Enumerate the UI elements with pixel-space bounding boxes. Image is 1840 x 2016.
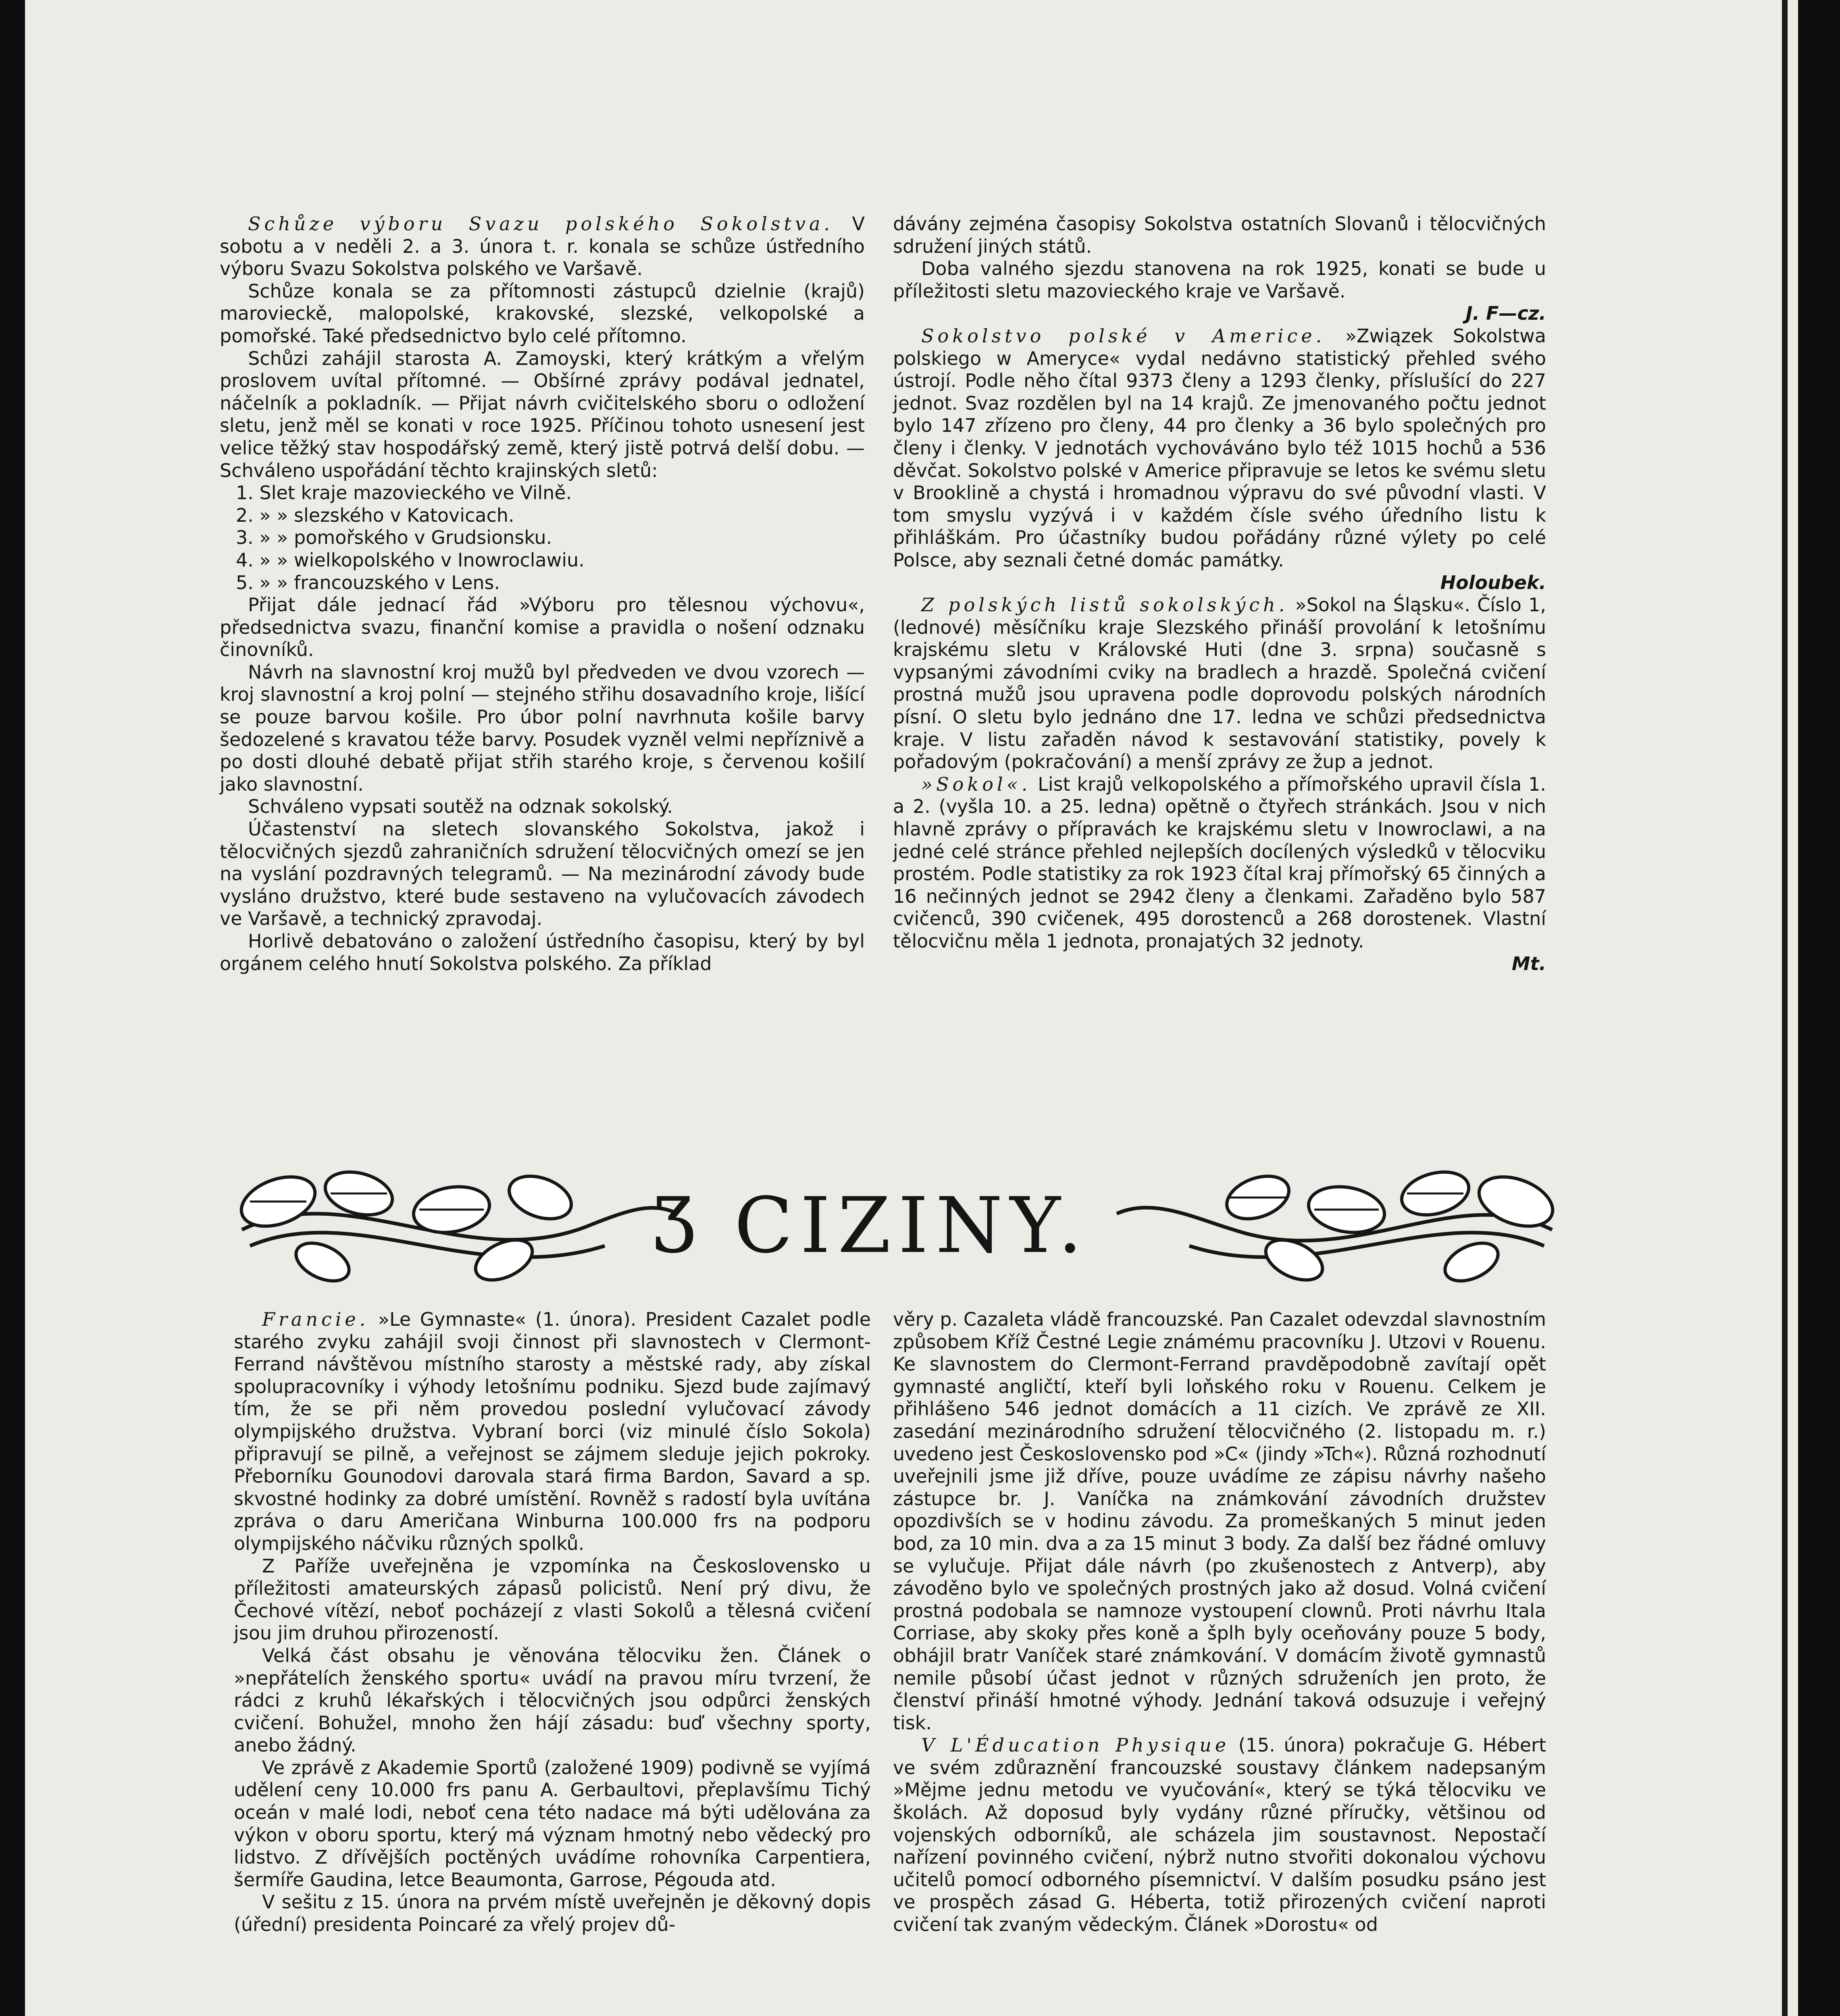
paragraph <box>220 348 865 482</box>
list-item: 4. » » wielkopolského v Inowroclawiu. <box>236 549 585 571</box>
paragraph-text: Schůze konala se za přítomnosti zástupců dzielnie (krajů) marovieckě, malopolské, krakovské, slezské, velkopolské a pomořské. Také předsednictvo bylo celé přítomno. <box>220 280 865 347</box>
paragraph <box>220 594 865 661</box>
paragraph-text: Velká část obsahu je věnována tělocviku žen. Článek o »nepřátelích ženského sportu« uvádí na pravou míru tvrzení, že rádci z kruhů lékařských i tělocvičných jsou odpůrci ženských cvičení. Bohužel, mnoho žen hájí zásadu: buď všechny sporty, anebo žádný. <box>234 1644 871 1756</box>
paragraph-heading: V L'Éducation Physique <box>921 1734 1230 1756</box>
paragraph <box>893 258 1546 302</box>
paragraph <box>220 280 865 348</box>
paragraph <box>893 773 1546 953</box>
paragraph <box>893 1734 1546 1936</box>
column-1 <box>220 213 865 975</box>
paragraph-text: Schůzi zahájil starosta A. Zamoyski, který krátkým a vřelým proslovem uvítal přítomné. — Obšírné zprávy podával jednatel, náčelník a pokladník. — Přijat návrh cvičitelského sboru o odložení sletu, jenž měl se konati v roce 1925. Příčinou tohoto usnesení jest velice těžký stav hospodářský země, který jistě potrvá delší dobu. — Schváleno uspořádání těchto krajinských sletů: <box>220 347 865 481</box>
signature: Holoubek. <box>1440 571 1546 594</box>
page-edge-right <box>1782 0 1788 2016</box>
list-item: 3. » » pomořského v Grudsionsku. <box>236 527 552 549</box>
paragraph <box>234 1645 871 1757</box>
paragraph-text: »Sokol na Śląsku«. Číslo 1, (lednové) měsíčníku kraje Slezského přináší provolání k letošnímu krajskému sletu v Královské Huti (dne 3. srpna) současně s vypsanými závodními cviky na bradlech a hrazdě. Společná cvičení prostná mužů jsou upravena podle doprovodu polských národních písní. O sletu bylo jednáno dne 17. ledna ve schůzi předsednictva kraje. V listu zařaděn návod k sestavování statistiky, povely k pořadovým (pokračování) a menší zprávy ze žup a jednot. <box>893 594 1546 773</box>
paragraph-text: Z Paříže uveřejněna je vzpomínka na Československo u příležitosti amateurských zápasů policistů. Není prý divu, že Čechové vítězí, neboť pocházejí z vlasti Sokolů a tělesná cvičení jsou jim druhou přirozeností. <box>234 1555 871 1644</box>
paragraph-heading: »Sokol«. <box>921 773 1031 795</box>
paragraph <box>220 796 865 818</box>
column-2 <box>893 213 1546 975</box>
paragraph <box>893 325 1546 572</box>
paragraph-text: věry p. Cazaleta vládě francouzské. Pan Cazalet odevzdal slavnostním způsobem Kříž Čestné Legie známému pracovníku J. Utzovi v Rouenu. Ke slavnostem do Clermont-Ferrand pravděpodobně zavítají opět gymnasté angličtí, kteří byli loňského roku v Rouenu. Celkem je přihlášeno 546 jednot domácích a 11 cizích. Ve zprávě ze XII. zasedání mezinárodního sdružení tělocvičného (2. listopadu m. r.) uvedeno jest Československo pod »C« (jindy »Tch«). Různá rozhodnutí uveřejnili jsme již dříve, pouze uvádíme ze zápisu návrhy našeho zástupce br. J. Vaníčka na známkování závodních družstev opozdivších se v hodinu závodu. Za promeškaných 5 minut jeden bod, za 10 min. dva a za 15 minut 3 body. Za další bez řádné omluvy se vylučuje. Přijat dále návrh (po zkušenostech z Antverp), aby závoděno bylo ve společných prostných jako až dosud. Volná cvičení prostná podobala se namnoze vystoupení clownů. Proti návrhu Itala Corriase, aby skoky přes koně a šplh byly oceňovány pouze 5 body, obhájil bratr Vaníček staré známkování. V domácím životě gymnastů nemile působí účast jednot v různých sdruženích jen proto, že členství přináší hmotné výhody. Jednání taková odsuzuje i veřejný tisk. <box>893 1308 1546 1734</box>
paragraph <box>234 1891 871 1936</box>
paragraph <box>220 661 865 796</box>
list-item: 5. » » francouzského v Lens. <box>236 571 500 594</box>
paragraph-text: Horlivě debatováno o založení ústředního časopisu, který by byl orgánem celého hnutí Sokolstva polského. Za příklad <box>220 930 865 975</box>
paragraph-heading: Francie. <box>262 1308 369 1330</box>
scan-border-right <box>1798 0 1840 2016</box>
paragraph <box>893 1308 1546 1734</box>
signature: J. F—cz. <box>1465 302 1546 325</box>
paragraph-text: V sešitu z 15. února na prvém místě uveřejněn je děkovný dopis (úřední) presidenta Poincaré za vřelý projev dů- <box>234 1891 871 1936</box>
paragraph <box>893 594 1546 773</box>
paragraph-text: Schváleno vypsati soutěž na odznak sokolský. <box>248 796 673 818</box>
paragraph <box>220 213 865 280</box>
paragraph-heading: Schůze výboru Svazu polského Sokolstva. <box>248 213 834 235</box>
paragraph-heading: Z polských listů sokolských. <box>921 594 1288 616</box>
list-item: 1. Slet kraje mazovieckého ve Vilně. <box>236 482 572 504</box>
paragraph-text: V sobotu a v neděli 2. a 3. února t. r. konala se schůze ústředního výboru Svazu Sokolstva polského ve Varšavě. <box>220 213 865 280</box>
scan-border-left <box>0 0 25 2016</box>
section-title: Ʒ CIZINY. <box>652 1181 1090 1270</box>
paragraph-text: »Związek Sokolstwa polskiego w Ameryce« vydal nedávno statistický přehled svého ústrojí. Podle něho čítal 9373 členy a 1293 členky, příslušící do 227 jednot. Svaz rozdělen byl na 14 krajů. Ze jmenovaného počtu jednot bylo 147 zřízeno pro členy, 44 pro členky a 36 bylo společných pro členy i členky. V jednotách vychováváno bylo též 1015 hochů a 536 děvčat. Sokolstvo polské v Americe připravuje se letos ke svému sletu v Brooklině a chystá i hromadnou výpravu do své původní vlasti. V tom smyslu vyzývá i v každém čísle svého úředního listu k přihláškám. Pro účastníky budou pořádány různé výlety po celé Polsce, aby seznali četné domác památky. <box>893 325 1546 571</box>
signature: Mt. <box>1511 952 1546 975</box>
paragraph <box>220 930 865 975</box>
paragraph <box>893 213 1546 258</box>
paragraph-text: (15. února) pokračuje G. Hébert ve svém zdůraznění francouzské soustavy článkem nadepsaným »Mějme jednu metodu ve vyučování«, který se týká tělocviku ve školách. Až doposud byly vydány různé příručky, většinou od vojenských odborníků, ale scházela jim soustavnost. Nepostačí nařízení povinného cvičení, nýbrž nutno stvořiti dokonalou výchovu učitelů pomocí odborného písemnictví. V dalším posudku psáno jest ve prospěch zásad G. Héberta, totiž přirozených cvičení naproti cvičení tak zvaným vědeckým. Článek »Dorostu« od <box>893 1734 1546 1936</box>
column-4 <box>893 1308 1546 1936</box>
paragraph-text: Návrh na slavnostní kroj mužů byl předveden ve dvou vzorech — kroj slavnostní a kroj polní — stejného střihu dosavadního kroje, lišící se pouze barvou košile. Pro úbor polní navrhnuta košile barvy šedozelené s kravatou téže barvy. Posudek vyzněl velmi nepříznivě a po dosti dlouhé debatě přijat střih starého kroje, s červenou košilí jako slavnostní. <box>220 661 865 795</box>
paragraph <box>220 818 865 930</box>
paragraph-text: Účastenství na sletech slovanského Sokolstva, jakož i tělocvičných sjezdů zahraničních sdružení tělocvičných omezí se jen na vyslání pozdravných telegramů. — Na mezinárodní závody bude vysláno družstvo, které bude sestaveno na vylučovacích závodech ve Varšavě, a technický zpravodaj. <box>220 818 865 930</box>
list-item: 2. » » slezského v Katovicach. <box>236 504 514 526</box>
paragraph-text: List krajů velkopolského a přímořského upravil čísla 1. a 2. (vyšla 10. a 25. ledna) opětně o čtyřech stránkách. Jsou v nich hlavně zprávy o přípravách ke krajskému sletu v Inowroclawi, a na jedné celé stránce přehled nejlepších docílených výsledků v tělocviku prostém. Podle statistiky za rok 1923 čítal kraj přímořský 65 činných a 16 nečinných jednot se 2942 členy a členkami. Zařaděno bylo 587 cvičenců, 390 cvičenek, 495 dorostenců a 268 dorostenek. Vlastní tělocvičnu měla 1 jednota, pronajatých 32 jednoty. <box>893 773 1546 952</box>
column-3 <box>234 1308 871 1936</box>
paragraph-text: Ve zprávě z Akademie Sportů (založené 1909) podivně se vyjímá udělení ceny 10.000 frs panu A. Gerbaultovi, přeplavšímu Tichý oceán v malé lodi, neboť cena této nadace má býti udělována za výkon v oboru sportu, který má význam hmotný nebo vědecký pro lidstvo. Z dřívějších poctěných uvádíme rohovníka Carpentiera, šermíře Gaudina, letce Beaumonta, Garrose, Pégouda atd. <box>234 1756 871 1891</box>
paragraph <box>234 1555 871 1645</box>
paragraph-text: dávány zejména časopisy Sokolstva ostatních Slovanů i tělocvičných sdružení jiných států. <box>893 213 1546 257</box>
paragraph <box>234 1757 871 1891</box>
paragraph <box>234 1308 871 1555</box>
paragraph-heading: Sokolstvo polské v Americe. <box>921 325 1326 347</box>
paragraph-text: Doba valného sjezdu stanovena na rok 1925, konati se bude u příležitosti sletu mazovieckého kraje ve Varšavě. <box>893 258 1546 302</box>
paragraph-text: Přijat dále jednací řád »Výboru pro tělesnou výchovu«, předsednictva svazu, finanční komise a pravidla o nošení odznaku činovníků. <box>220 594 865 661</box>
paragraph-text: »Le Gymnaste« (1. února). President Cazalet podle starého zvyku zahájil svoji činnost při slavnostech v Clermont-Ferrand návštěvou místního starosty a městské rady, aby získal spolupracovníky i výhody letošnímu podniku. Sjezd bude zajímavý tím, že se při něm provedou poslední vylučovací závody olympijského družstva. Vybraní borci (viz minulé číslo Sokola) připravují se pilně, a veřejnost se zájmem sleduje jejich pokroky. Přeborníku Gounodovi darovala stará firma Bardon, Savard a sp. skvostné hodinky za dobré umístění. Rovněž s radostí byla uvítána zpráva o daru Američana Winburna 100.000 frs na podporu olympijského náčviku různých spolků. <box>234 1308 871 1554</box>
